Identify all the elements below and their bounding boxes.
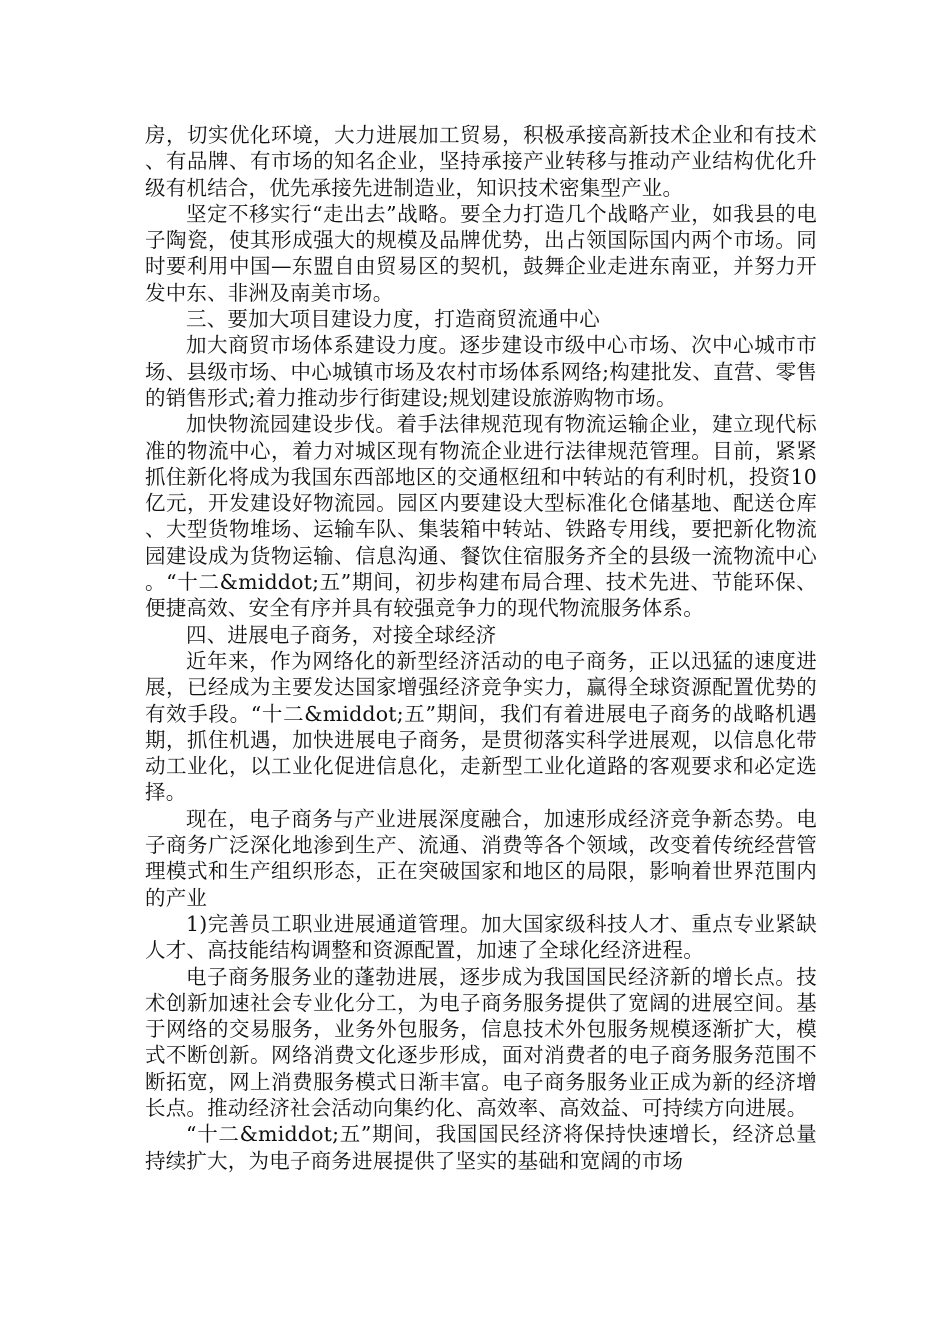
paragraph-ecommerce-integration: 现在，电子商务与产业进展深度融合，加速形成经济竞争新态势。电子商务广泛深化地渗到生产、流通、消费等各个领域，改变着传统经营管理模式和生产组织形态，正在突破国家和地区的局限，影响着世界范围内的产业	[145, 806, 817, 910]
section-heading-three: 三、要加大项目建设力度，打造商贸流通中心	[186, 307, 600, 332]
paragraph-ecommerce-services: 电子商务服务业的蓬勃进展，逐步成为我国国民经济新的增长点。技术创新加速社会专业化分工，为电子商务服务提供了宽阔的进展空间。基于网络的交易服务，业务外包服务，信息技术外包服务规模逐渐扩大，模式不断创新。网络消费文化逐步形成，面对消费者的电子商务服务范围不断拓宽，网上消费服务模式日渐丰富。电子商务服务业正成为新的经济增长点。推动经济社会活动向集约化、高效率、高效益、可持续方向进展。	[145, 964, 817, 1120]
paragraph-go-global-strategy: 坚定不移实行“走出去”战略。要全力打造几个战略产业，如我县的电子陶瓷，使其形成强大的规模及品牌优势，出占领国际国内两个市场。同时要利用中国—东盟自由贸易区的契机，鼓舞企业走进东南亚，并努力开发中东、非洲及南美市场。	[145, 201, 817, 305]
paragraph-twelfth-five-year: “十二&middot;五”期间，我国国民经济将保持快速增长，经济总量持续扩大，为电子商务进展提供了坚实的基础和宽阔的市场	[145, 1122, 817, 1173]
section-heading-four: 四、进展电子商务，对接全球经济	[186, 622, 497, 647]
paragraph-logistics-park: 加快物流园建设步伐。着手法律规范现有物流运输企业，建立现代标准的物流中心，着力对城区现有物流企业进行法律规范管理。目前，紧紧抓住新化将成为我国东西部地区的交通枢纽和中转站的有利时机，投资10亿元，开发建设好物流园。园区内要建设大型标准化仓储基地、配送仓库、大型货物堆场、运输车队、集装箱中转站、铁路专用线，要把新化物流园建设成为货物运输、信息沟通、餐饮住宿服务齐全的县级一流物流中心。“十二&middot;五”期间，初步构建布局合理、技术先进、节能环保、便捷高效、安全有序并具有较强竞争力的现代物流服务体系。	[145, 412, 817, 621]
paragraph-career-path: 1)完善员工职业进展通道管理。加大国家级科技人才、重点专业紧缺人才、高技能结构调整和资源配置，加速了全球化经济进程。	[145, 911, 817, 963]
paragraph-continuation: 房，切实优化环境，大力进展加工贸易，积极承接高新技术企业和有技术、有品牌、有市场的知名企业，坚持承接产业转移与推动产业结构优化升级有机结合，优先承接先进制造业，知识技术密集型产业。	[145, 123, 817, 200]
paragraph-ecommerce-intro: 近年来，作为网络化的新型经济活动的电子商务，正以迅猛的速度进展，已经成为主要发达国家增强经济竞争实力，赢得全球资源配置优势的有效手段。“十二&middot;五”期间，我们有着进展电子商务的战略机遇期，抓住机遇，加快进展电子商务，是贯彻落实科学进展观，以信息化带动工业化，以工业化促进信息化，走新型工业化道路的客观要求和必定选择。	[145, 648, 817, 805]
document-body	[145, 122, 817, 1174]
paragraph-market-system: 加大商贸市场体系建设力度。逐步建设市级中心市场、次中心城市市场、县级市场、中心城镇市场及农村市场体系网络;构建批发、直营、零售的销售形式;着力推动步行街建设;规划建设旅游购物市场。	[145, 333, 817, 410]
